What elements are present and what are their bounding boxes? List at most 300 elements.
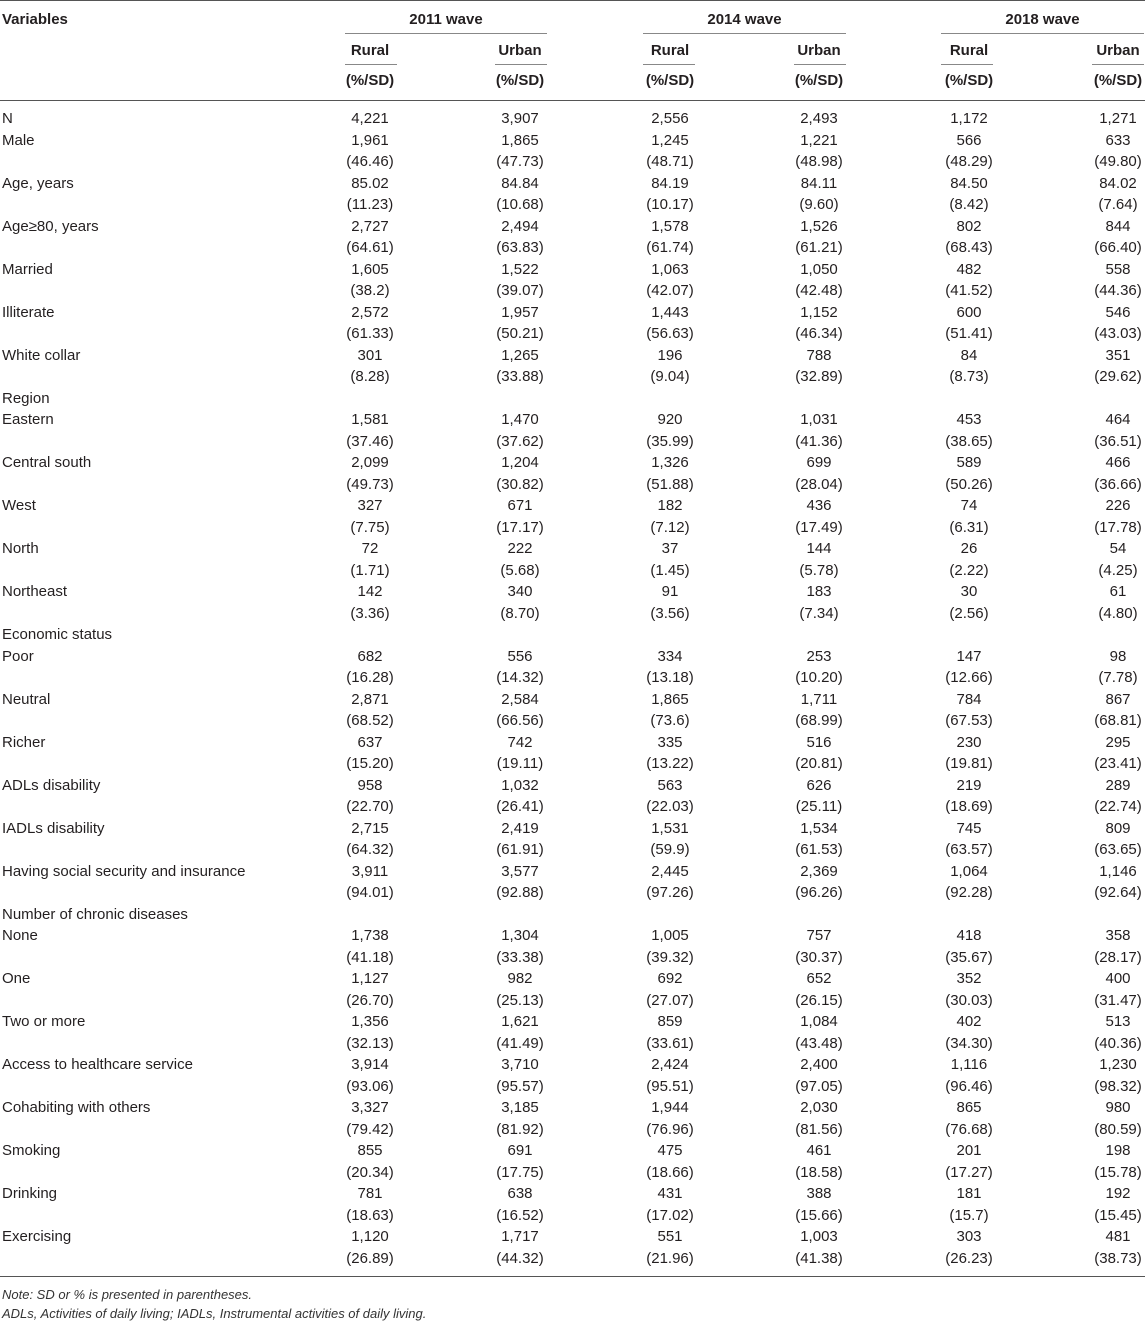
cell-2011-urban: (41.49): [496, 1034, 544, 1052]
subheader-2018-rural: Rural: [949, 42, 989, 59]
cell-2014-urban: (25.11): [795, 798, 843, 815]
cell-2014-rural: 2,556: [651, 110, 689, 127]
cell-2018-urban: (7.78): [1098, 669, 1138, 686]
cell-2014-rural: (13.18): [646, 669, 694, 686]
cell-2014-urban: (26.15): [795, 991, 843, 1009]
table-row: [0, 882, 1145, 904]
row-label: Richer: [2, 733, 46, 751]
unit-2018-rural: (%/SD): [944, 72, 994, 89]
cell-2011-rural: 1,605: [351, 260, 389, 278]
table-body: [0, 108, 1145, 1269]
cell-2011-urban: (95.57): [496, 1077, 544, 1095]
cell-2018-rural: 745: [956, 819, 982, 837]
cell-2011-urban: 742: [507, 733, 533, 751]
cell-2018-urban: 844: [1105, 217, 1131, 235]
cell-2014-rural: (10.17): [646, 196, 694, 213]
cell-2018-rural: (41.52): [945, 282, 993, 299]
cell-2014-rural: 920: [657, 411, 683, 428]
cell-2018-urban: (7.64): [1098, 196, 1138, 213]
table-row: [0, 990, 1145, 1012]
row-label: West: [2, 497, 36, 514]
row-label: Access to healthcare service: [2, 1056, 193, 1073]
cell-2018-rural: (34.30): [945, 1034, 993, 1052]
cell-2018-rural: 303: [956, 1228, 982, 1245]
cell-2011-rural: (64.61): [346, 239, 394, 256]
variables-header: Variables: [2, 11, 68, 28]
cell-2014-rural: 692: [657, 970, 683, 987]
table-row: [0, 323, 1145, 345]
cell-2018-urban: 351: [1105, 346, 1131, 364]
cell-2011-urban: (47.73): [496, 153, 544, 170]
cell-2014-rural: 1,326: [651, 454, 689, 471]
table-row: [0, 366, 1145, 388]
table-row: [0, 968, 1145, 990]
cell-2018-urban: 289: [1105, 776, 1131, 794]
cell-2018-rural: 589: [956, 454, 982, 471]
cell-2018-rural: (92.28): [945, 884, 993, 901]
cell-2011-urban: (66.56): [496, 712, 544, 729]
cell-2011-urban: 84.84: [501, 174, 539, 192]
table-row: [0, 560, 1145, 582]
cell-2014-rural: 1,005: [651, 927, 689, 944]
cell-2014-urban: 1,526: [800, 217, 838, 235]
row-label: Economic status: [2, 626, 113, 643]
row-label: Poor: [2, 647, 34, 665]
subheader-2014-urban: Urban: [797, 42, 841, 59]
cell-2014-urban: (17.49): [795, 518, 843, 536]
subheader-rule-2018-rural: [941, 64, 993, 65]
cell-2011-urban: (16.52): [496, 1206, 544, 1224]
cell-2018-urban: (92.64): [1094, 884, 1142, 901]
cell-2018-rural: (48.29): [945, 153, 993, 170]
cell-2014-rural: 1,865: [651, 690, 689, 708]
cell-2018-rural: 482: [956, 260, 982, 278]
cell-2014-urban: 461: [806, 1142, 832, 1159]
cell-2014-rural: (7.12): [650, 518, 690, 536]
row-label: Age≥80, years: [2, 217, 99, 235]
cell-2014-urban: 1,711: [800, 690, 838, 708]
cell-2014-rural: 1,063: [651, 260, 689, 278]
cell-2018-urban: 192: [1105, 1185, 1131, 1202]
cell-2011-urban: (8.70): [500, 604, 540, 622]
cell-2014-urban: 788: [806, 346, 832, 364]
row-label: Having social security and insurance: [2, 862, 246, 880]
cell-2014-rural: 1,245: [651, 131, 689, 149]
cell-2018-rural: (8.42): [949, 196, 989, 213]
cell-2014-rural: (61.74): [646, 239, 694, 256]
cell-2018-rural: 566: [956, 131, 982, 149]
cell-2018-urban: (31.47): [1094, 991, 1142, 1009]
table-row: [0, 1054, 1145, 1076]
cell-2011-rural: 3,327: [351, 1099, 389, 1116]
cell-2018-rural: 865: [956, 1099, 982, 1116]
cell-2018-urban: 481: [1105, 1228, 1131, 1245]
table-row: [0, 1119, 1145, 1141]
cell-2018-urban: 400: [1105, 970, 1131, 987]
cell-2014-rural: 2,424: [651, 1056, 689, 1073]
cell-2018-urban: (43.03): [1094, 325, 1142, 342]
cell-2014-rural: (18.66): [646, 1163, 694, 1181]
cell-2018-urban: (40.36): [1094, 1034, 1142, 1052]
cell-2011-rural: 1,356: [351, 1013, 389, 1030]
note-line: ADLs, Activities of daily living; IADLs, Instrumental activities of daily living.: [2, 1306, 427, 1321]
cell-2018-urban: 295: [1105, 733, 1131, 751]
subheader-rule-2011-urban: [495, 64, 547, 65]
cell-2014-rural: 182: [657, 497, 683, 514]
cell-2011-urban: (25.13): [496, 991, 544, 1009]
cell-2014-rural: (42.07): [646, 282, 694, 299]
cell-2014-urban: 1,050: [800, 260, 838, 278]
cell-2011-rural: (3.36): [350, 604, 390, 622]
row-label: White collar: [2, 346, 81, 364]
cell-2018-urban: 98: [1109, 647, 1127, 665]
cell-2014-urban: 1,031: [800, 411, 838, 428]
table-row: [0, 861, 1145, 883]
cell-2011-rural: (20.34): [346, 1163, 394, 1181]
cell-2018-rural: 352: [956, 970, 982, 987]
cell-2018-urban: 54: [1109, 540, 1127, 557]
cell-2011-rural: (15.20): [346, 755, 394, 772]
cell-2018-rural: 600: [956, 303, 982, 321]
cell-2011-urban: 1,865: [501, 131, 539, 149]
table-notes: [2, 1285, 426, 1323]
table-row: [0, 775, 1145, 797]
cell-2011-urban: 3,185: [501, 1099, 539, 1116]
cell-2014-rural: (13.22): [646, 755, 694, 772]
cell-2014-urban: 2,030: [800, 1099, 838, 1116]
cell-2011-urban: (81.92): [496, 1120, 544, 1138]
cell-2014-urban: 183: [806, 583, 832, 600]
cell-2018-urban: (44.36): [1094, 282, 1142, 299]
table-row: [0, 345, 1145, 367]
cell-2018-urban: 867: [1105, 690, 1131, 708]
wave-2011-header: 2011 wave: [409, 11, 483, 28]
cell-2018-urban: (68.81): [1094, 712, 1142, 729]
row-label: Exercising: [2, 1228, 72, 1245]
table-row: [0, 581, 1145, 603]
cell-2014-urban: (68.99): [795, 712, 843, 729]
cell-2014-urban: (43.48): [795, 1034, 843, 1052]
cell-2014-urban: 2,369: [800, 862, 838, 880]
cell-2018-urban: 466: [1105, 454, 1131, 471]
cell-2018-rural: (19.81): [945, 755, 993, 772]
cell-2014-urban: (18.58): [795, 1163, 843, 1181]
cell-2018-rural: (6.31): [949, 518, 989, 536]
cell-2011-urban: (19.11): [496, 755, 544, 772]
cell-2018-urban: 61: [1109, 583, 1127, 600]
unit-2011-rural: (%/SD): [345, 72, 395, 89]
cell-2018-rural: (63.57): [945, 841, 993, 858]
row-label: Region: [2, 389, 50, 407]
cell-2014-rural: 334: [657, 647, 683, 665]
cell-2014-urban: 1,084: [800, 1013, 838, 1030]
cell-2018-urban: (15.78): [1094, 1163, 1142, 1181]
cell-2011-rural: (1.71): [350, 561, 390, 579]
cell-2011-urban: 1,621: [501, 1013, 539, 1030]
cell-2014-urban: (7.34): [799, 604, 839, 622]
row-label: None: [2, 927, 38, 944]
table-row: [0, 431, 1145, 453]
table-row: [0, 1162, 1145, 1184]
cell-2014-urban: 516: [806, 733, 832, 751]
cell-2014-rural: (97.26): [646, 884, 694, 901]
table-row: [0, 452, 1145, 474]
cell-2014-urban: (41.36): [795, 432, 843, 450]
cell-2014-rural: 431: [657, 1185, 683, 1202]
row-label: Two or more: [2, 1013, 86, 1030]
cell-2011-rural: 301: [357, 346, 383, 364]
cell-2014-rural: (76.96): [646, 1120, 694, 1138]
table-row: [0, 173, 1145, 195]
cell-2014-urban: (96.26): [795, 884, 843, 901]
cell-2014-rural: (59.9): [650, 841, 690, 858]
cell-2018-rural: (50.26): [945, 475, 993, 493]
cell-2011-urban: 1,470: [501, 411, 539, 428]
cell-2018-rural: (68.43): [945, 239, 993, 256]
table-row: [0, 538, 1145, 560]
cell-2014-urban: (9.60): [799, 196, 839, 213]
cell-2018-rural: (18.69): [945, 798, 993, 815]
cell-2014-urban: 84.11: [800, 174, 838, 192]
cell-2014-rural: (22.03): [646, 798, 694, 815]
table-row: [0, 710, 1145, 732]
cell-2011-urban: (37.62): [496, 432, 544, 450]
cell-2014-urban: (61.21): [795, 239, 843, 256]
cell-2011-rural: (38.2): [350, 282, 390, 299]
table-row: [0, 151, 1145, 173]
cell-2011-urban: 2,494: [501, 217, 539, 235]
cell-2018-urban: (22.74): [1094, 798, 1142, 815]
row-label: IADLs disability: [2, 819, 105, 837]
cell-2014-rural: 335: [657, 733, 683, 751]
cell-2018-rural: 201: [956, 1142, 982, 1159]
cell-2011-rural: (61.33): [346, 325, 394, 342]
cell-2011-rural: (49.73): [346, 475, 394, 493]
table-row: [0, 732, 1145, 754]
cell-2011-rural: (37.46): [346, 432, 394, 450]
table-row: [0, 753, 1145, 775]
cell-2014-rural: 1,578: [651, 217, 689, 235]
cell-2014-urban: (28.04): [795, 475, 843, 493]
cell-2018-urban: (36.51): [1094, 432, 1142, 450]
cell-2018-urban: 464: [1105, 411, 1131, 428]
cell-2018-urban: 1,271: [1099, 110, 1137, 127]
cell-2014-rural: 563: [657, 776, 683, 794]
cell-2018-rural: (26.23): [945, 1249, 993, 1267]
row-label: Smoking: [2, 1142, 61, 1159]
cell-2014-urban: 2,400: [800, 1056, 838, 1073]
table-row: [0, 1076, 1145, 1098]
cell-2014-urban: 757: [806, 927, 832, 944]
table-row: [0, 194, 1145, 216]
table-row: [0, 130, 1145, 152]
cell-2011-urban: 3,907: [501, 110, 539, 127]
cell-2011-urban: (50.21): [496, 325, 544, 342]
cell-2014-urban: 1,221: [800, 131, 838, 149]
table-row: [0, 1033, 1145, 1055]
row-label: N: [2, 110, 13, 127]
wave-2018-header: 2018 wave: [1005, 11, 1080, 28]
cell-2011-rural: (79.42): [346, 1120, 394, 1138]
cell-2011-urban: (17.17): [496, 518, 544, 536]
table-row: [0, 474, 1145, 496]
cell-2014-rural: 1,944: [651, 1099, 689, 1116]
row-label: North: [2, 540, 39, 557]
cell-2011-rural: 781: [357, 1185, 383, 1202]
cell-2011-rural: 142: [357, 583, 383, 600]
cell-2011-rural: 2,715: [351, 819, 389, 837]
cell-2014-rural: 1,531: [651, 819, 689, 837]
cell-2018-rural: 1,064: [950, 862, 988, 880]
table-row: [0, 280, 1145, 302]
cell-2018-urban: (4.25): [1098, 561, 1138, 579]
table-row: [0, 259, 1145, 281]
cell-2018-rural: (67.53): [945, 712, 993, 729]
table-row: [0, 495, 1145, 517]
cell-2011-rural: 4,221: [351, 110, 389, 127]
cell-2014-urban: (61.53): [795, 841, 843, 858]
cell-2014-rural: (95.51): [646, 1077, 694, 1095]
cell-2011-urban: (33.38): [496, 948, 544, 966]
cell-2011-rural: (8.28): [350, 368, 390, 385]
cell-2018-urban: (66.40): [1094, 239, 1142, 256]
table-row: [0, 646, 1145, 668]
table-row: [0, 237, 1145, 259]
table-row: [0, 624, 1145, 646]
cell-2011-rural: (93.06): [346, 1077, 394, 1095]
cell-2011-rural: 3,911: [351, 862, 389, 880]
cell-2011-urban: (44.32): [496, 1249, 544, 1267]
cell-2014-urban: 253: [806, 647, 832, 665]
cell-2018-rural: 84.50: [950, 174, 988, 192]
cell-2014-rural: (21.96): [646, 1249, 694, 1267]
cell-2018-rural: (2.56): [949, 604, 989, 622]
cell-2018-rural: (38.65): [945, 432, 993, 450]
row-label: One: [2, 970, 31, 987]
cell-2011-urban: 1,522: [501, 260, 539, 278]
cell-2011-rural: (94.01): [346, 884, 394, 901]
table-row: [0, 667, 1145, 689]
cell-2014-rural: (3.56): [650, 604, 690, 622]
cell-2018-urban: 198: [1105, 1142, 1131, 1159]
cell-2011-urban: 1,957: [501, 303, 539, 321]
cell-2018-urban: 1,146: [1099, 862, 1137, 880]
cell-2018-urban: (29.62): [1094, 368, 1142, 385]
cell-2018-rural: 84: [960, 346, 978, 364]
cell-2014-rural: 859: [657, 1013, 683, 1030]
table-row: [0, 1097, 1145, 1119]
cell-2014-rural: (33.61): [646, 1034, 694, 1052]
cell-2011-rural: 2,572: [351, 303, 389, 321]
table-row: [0, 1011, 1145, 1033]
cell-2018-urban: 809: [1105, 819, 1131, 837]
cell-2014-rural: (56.63): [646, 325, 694, 342]
cell-2011-rural: 72: [361, 540, 379, 557]
cell-2011-rural: 1,127: [351, 970, 389, 987]
cell-2011-rural: 682: [357, 647, 383, 665]
cell-2011-urban: (14.32): [496, 669, 544, 686]
cell-2014-rural: 196: [657, 346, 683, 364]
cell-2011-urban: (63.83): [496, 239, 544, 256]
cell-2011-rural: (41.18): [346, 948, 394, 966]
cell-2018-urban: (15.45): [1094, 1206, 1142, 1224]
cell-2014-urban: (32.89): [795, 368, 843, 385]
subheader-rule-2018-urban: [1092, 64, 1144, 65]
cell-2014-rural: (39.32): [646, 948, 694, 966]
cell-2014-urban: (48.98): [795, 153, 843, 170]
cell-2018-urban: (38.73): [1094, 1249, 1142, 1267]
cell-2014-urban: (97.05): [795, 1077, 843, 1095]
cell-2018-rural: (30.03): [945, 991, 993, 1009]
row-label: Number of chronic diseases: [2, 905, 188, 923]
cell-2011-urban: 3,577: [501, 862, 539, 880]
cell-2014-urban: 388: [806, 1185, 832, 1202]
cell-2018-rural: 181: [956, 1185, 982, 1202]
cell-2018-rural: 784: [956, 690, 982, 708]
cell-2014-urban: 626: [806, 776, 832, 794]
table-row: [0, 603, 1145, 625]
cell-2011-rural: 1,961: [351, 131, 389, 149]
table-row: [0, 517, 1145, 539]
cell-2014-rural: 37: [661, 540, 679, 557]
cell-2018-urban: (49.80): [1094, 153, 1142, 170]
wave-2014-header: 2014 wave: [707, 11, 782, 28]
table-row: [0, 839, 1145, 861]
cell-2011-rural: (7.75): [350, 518, 390, 536]
cell-2014-rural: 475: [657, 1142, 683, 1159]
table-row: [0, 947, 1145, 969]
cell-2018-urban: (28.17): [1094, 948, 1142, 966]
row-label: Northeast: [2, 583, 68, 600]
wave-2018-rule: [941, 33, 1144, 34]
cell-2014-rural: 2,445: [651, 862, 689, 880]
cell-2011-urban: 691: [507, 1142, 533, 1159]
cell-2011-urban: 1,265: [501, 346, 539, 364]
row-label: Central south: [2, 454, 92, 471]
table-row: [0, 1140, 1145, 1162]
cell-2011-urban: (61.91): [496, 841, 544, 858]
cell-2014-urban: 699: [806, 454, 832, 471]
cell-2014-urban: 144: [806, 540, 832, 557]
cell-2014-rural: (73.6): [650, 712, 690, 729]
cell-2018-rural: 230: [956, 733, 982, 751]
table-row: [0, 904, 1145, 926]
cell-2018-rural: 26: [960, 540, 978, 557]
cell-2011-urban: 3,710: [501, 1056, 539, 1073]
cell-2018-rural: (51.41): [945, 325, 993, 342]
cell-2011-urban: (39.07): [496, 282, 544, 299]
cell-2011-rural: 3,914: [351, 1056, 389, 1073]
table-row: [0, 689, 1145, 711]
cell-2014-urban: (46.34): [795, 325, 843, 342]
cell-2011-urban: 1,204: [501, 454, 539, 471]
cell-2018-urban: (4.80): [1098, 604, 1138, 622]
cell-2011-rural: (11.23): [346, 196, 394, 213]
cell-2011-rural: 327: [357, 497, 383, 514]
cell-2014-urban: (42.48): [795, 282, 843, 299]
cell-2011-rural: (26.70): [346, 991, 394, 1009]
table-row: [0, 1183, 1145, 1205]
unit-2011-urban: (%/SD): [495, 72, 545, 89]
cell-2014-urban: 1,003: [800, 1228, 838, 1245]
cell-2018-urban: 558: [1105, 260, 1131, 278]
cell-2018-urban: 633: [1105, 131, 1131, 149]
cell-2018-rural: 802: [956, 217, 982, 235]
cell-2014-rural: 551: [657, 1228, 683, 1245]
cell-2011-rural: (26.89): [346, 1249, 394, 1267]
note-line: Note: SD or % is presented in parentheses.: [2, 1287, 253, 1302]
top-rule: [0, 0, 1145, 1]
